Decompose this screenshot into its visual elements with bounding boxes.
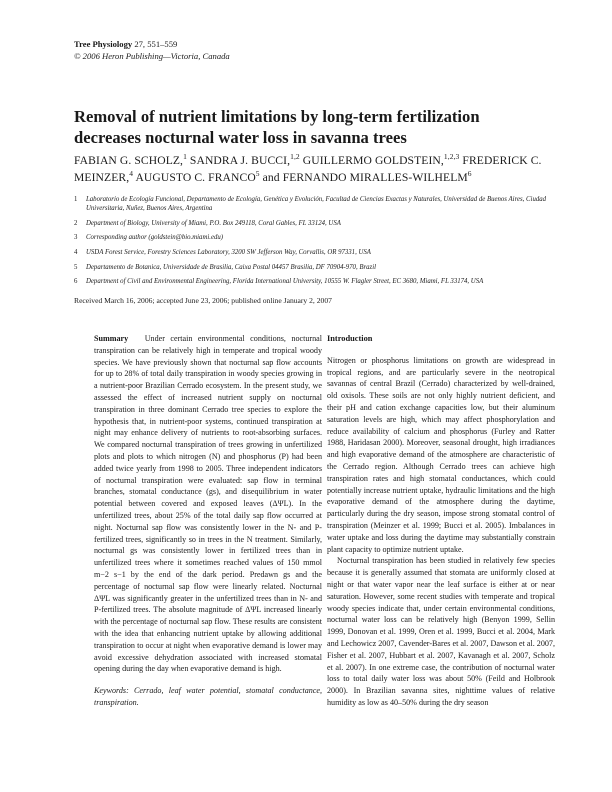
affiliation: 5 Departamento de Botanica, Universidade de Brasilia, Caixa Postal 04457 Brasilia, DF 70904-970, Brazil [74, 263, 376, 271]
author: AUGUSTO C. FRANCO$^5$ [135, 169, 260, 184]
affiliation: 4 USDA Forest Service, Forestry Sciences Laboratory, 3200 SW Jefferson Way, Corvallis, OR 97331, USA [74, 249, 371, 257]
affiliation: 1 Laboratorio de Ecología Funcional, Departamento de Ecología, Genética y Evolución, Facultad de Ciencias Exactas y Naturales, Universidad de Buenos Aires, Ciudad Universitaria, Nuñez, Buenos Aires, Argentina [74, 196, 547, 213]
summary [94, 333, 322, 675]
journal-header [74, 38, 230, 62]
journal-name: Tree Physiology [74, 39, 133, 49]
author: and FERNANDO MIRALLES-WILHELM$^6$ [262, 169, 472, 184]
volume-pages: 27, 551–559 [134, 39, 178, 49]
article-title: Removal of nutrient limitations by long-term fertilization decreases nocturnal water loss in savanna trees [74, 107, 480, 147]
affiliation: 6 Department of Civil and Environmental Engineering, Florida International University, 10555 W. Flagler Street, EC 3680, Miami, FL 33174, USA [74, 278, 484, 286]
author: FREDERICK C. MEINZER,$^4$ [74, 154, 542, 184]
introduction-column [327, 333, 555, 709]
copyright: © 2006 Heron Publishing—Victoria, Canada [74, 51, 230, 61]
affiliation: 2 Department of Biology, University of Miami, P.O. Box 249118, Coral Gables, FL 33124, USA [74, 219, 341, 227]
affiliations [74, 195, 554, 292]
summary-label: Summary [94, 334, 129, 343]
author: SANDRA J. BUCCI,$^{1,2}$ [189, 152, 300, 167]
introduction-heading: Introduction [327, 334, 373, 343]
summary-text: Under certain environmental conditions, nocturnal transpiration can be relatively high in temperate and tropical woody species. We have previously shown that nocturnal sap flow accounts for up to 28% of total daily transpiration in woody species growing in a nutrient-poor Brazilian Cerrado ecosystem. In the present study, we assessed the effect of increased nutrient supply on nocturnal transpiration in three dominant Cerrado tree species to explore the hypothesis that, in nutrient-poor systems, continued transpiration at night may enhance delivery of nutrients to root-absorbing surfaces. We compared nocturnal transpiration of trees growing in unfertilized plots and plots to which nitrogen (N) and phosphorus (P) had been added twice yearly from 1998 to 2005. Three independent indicators of nocturnal transpiration were evaluated: sap flow in terminal branches, stomatal conductance (gs), and disequilibrium in water potential between covered and exposed leaves (ΔΨL). In the unfertilized trees, about 25% of the total daily sap flow occurred at night. Nocturnal sap flow was consistently lower in the N- and P-fertilized trees, significantly so in trees in the N treatment. Similarly, nocturnal gs was consistently lower in fertilized trees than in unfertilized trees where it sometimes reached values of 150 mmol m−2 s−1 by the end of the dark period. Predawn gs and the percentage of nocturnal sap flow were linearly related. Nocturnal ΔΨL was significantly greater in the unfertilized trees than in N- and P-fertilized trees. The absolute magnitude of ΔΨL increased linearly with the percentage of nocturnal sap flow. These results are consistent with the idea that enhancing nutrient uptake by allowing additional transpiration to occur at night when evaporative demand is lower may avoid excessive dehydration associated with increased stomatal opening during the day when evaporative demand is high. [94, 334, 322, 674]
keywords: Keywords: Cerrado, leaf water potential, stomatal conductance, transpiration. [94, 686, 322, 707]
intro-paragraph: Nitrogen or phosphorus limitations on growth are widespread in tropical regions, and are particularly severe in the neotropical savannas of central Brazil (Cerrado) characterized by well-drained, old oxisols. These soils are not only highly nutrient deficient, and their pH and cation exchange capacities low, but their aluminum saturation levels are high, which may affect phosphorylation and reduce availability of calcium and phosphorus (Furley and Ratter 1988, Haridasan 2000). Moreover, seasonal drought, high irradiances and high evaporative demand of the atmosphere are characteristic of the Cerrado region. Although Cerrado trees can achieve high transpiration rates and high stomatal conductances, which could potentially increase nutrient uptake, hydraulic limitations and the high evaporative demand of the atmosphere during the daytime, particularly during the dry season, impose strong stomatal control of transpiration (Meinzer et al. 1999; Bucci et al. 2005). Imbalances in water uptake and loss during the daytime may substantially constrain plant capacity to optimize nutrient uptake. [327, 355, 555, 554]
affiliation: 3 Corresponding author (goldstein@bio.miami.edu) [74, 234, 224, 242]
intro-paragraph: Nocturnal transpiration has been studied in relatively few species because it is generally assumed that stomata are uniformly closed at night or that water vapor near the leaf surface is either at or near saturation. However, some recent studies with temperate and tropical woody species indicate that, under certain environmental conditions, nocturnal water loss can be relatively high (Benyon 1999, Sellin 1999, Donovan et al. 1999, Oren et al. 1999, Bucci et al. 2004, Mark and Lechowicz 2007, Cavender-Bares et al. 2007, Dawson et al. 2007, Fisher et al. 2007, Hubbart et al. 2007, Kavanagh et al. 2007, Scholz et al. 2007). In one extreme case, the contribution of nocturnal water loss to total daily water loss was about 50% (Feild and Holbrook 2000). In Brazilian savanna sites, nighttime values of relative humidity as low as 40–50% during the dry season [327, 556, 555, 707]
author: FABIAN G. SCHOLZ,$^1$ [74, 152, 187, 167]
summary-column [94, 333, 322, 709]
received-dates: Received March 16, 2006; accepted June 23, 2006; published online January 2, 2007 [74, 296, 332, 305]
author-list [74, 152, 554, 186]
author: GUILLERMO GOLDSTEIN,$^{1,2,3}$ [302, 152, 460, 167]
